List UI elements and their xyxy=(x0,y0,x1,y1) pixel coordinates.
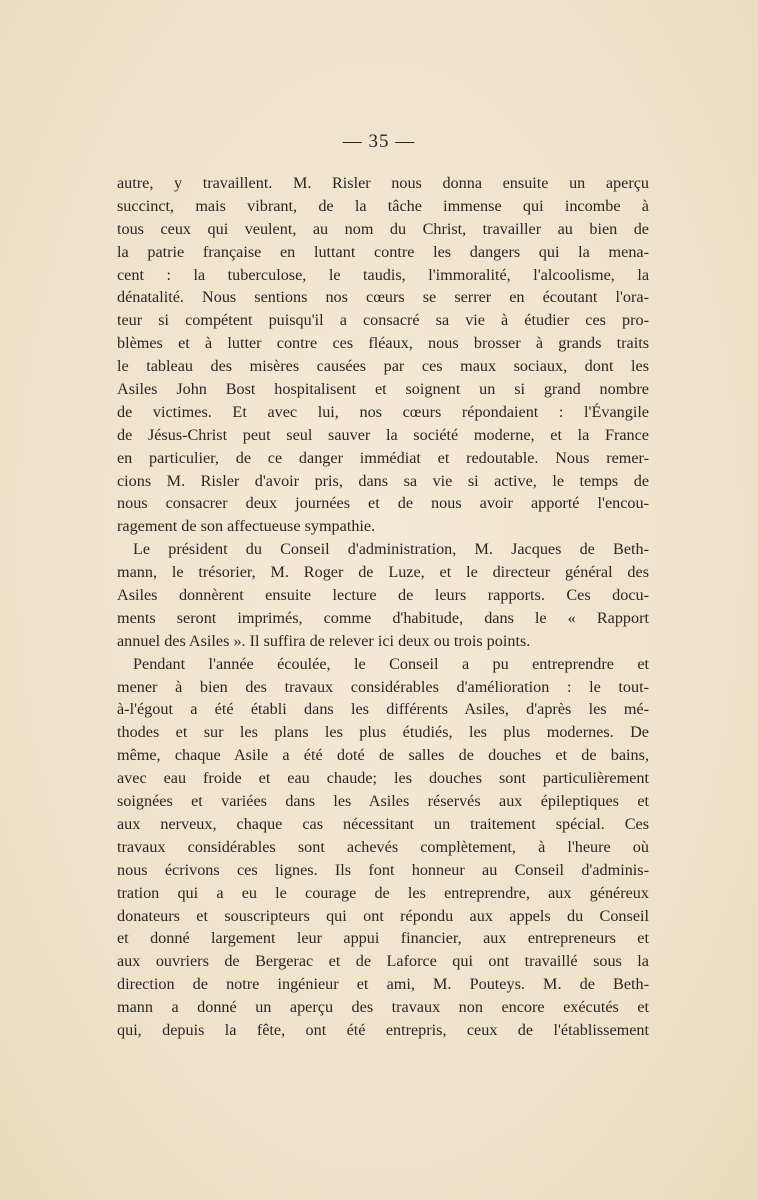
text-line: succinct, mais vibrant, de la tâche immense qui incombe à xyxy=(117,196,649,215)
text-line: dénatalité. Nous sentions nos cœurs se serrer en écoutant l'ora- xyxy=(117,288,649,307)
text-line: soignées et variées dans les Asiles réservés aux épileptiques et xyxy=(117,792,649,811)
text-line: Asiles John Bost hospitalisent et soignent un si grand nombre xyxy=(117,380,649,399)
text-line: tous ceux qui veulent, au nom du Christ, travailler au bien de xyxy=(117,219,649,238)
text-line: blèmes et à lutter contre ces fléaux, nous brosser à grands traits xyxy=(117,334,649,353)
text-line: teur si compétent puisqu'il a consacré sa vie à étudier ces pro- xyxy=(117,311,649,330)
text-line: mener à bien des travaux considérables d'amélioration : le tout- xyxy=(117,677,649,696)
text-line: cions M. Risler d'avoir pris, dans sa vie si active, le temps de xyxy=(117,471,649,490)
text-line: donateurs et souscripteurs qui ont répondu aux appels du Conseil xyxy=(117,906,649,925)
text-line: annuel des Asiles ». Il suffira de relever ici deux ou trois points. xyxy=(117,631,531,650)
text-line: autre, y travaillent. M. Risler nous donna ensuite un aperçu xyxy=(117,174,649,192)
text-line: nous écrivons ces lignes. Ils font honneur au Conseil d'adminis- xyxy=(117,860,649,879)
page-number: — 35 — xyxy=(342,131,416,152)
text-line: Asiles donnèrent ensuite lecture de leurs rapports. Ces docu- xyxy=(117,586,649,605)
text-line: même, chaque Asile a été doté de salles de douches et de bains, xyxy=(117,746,649,765)
text-line: aux nerveux, chaque cas nécessitant un traitement spécial. Ces xyxy=(117,814,649,833)
text-line: à-l'égout a été établi dans les différents Asiles, d'après les mé- xyxy=(117,700,649,719)
text-line: ragement de son affectueuse sympathie. xyxy=(117,517,376,536)
text-line: travaux considérables sont achevés complètement, à l'heure où xyxy=(117,837,649,856)
text-line: direction de notre ingénieur et ami, M. Pouteys. M. de Beth- xyxy=(117,975,649,994)
text-line: en particulier, de ce danger immédiat et redoutable. Nous remer- xyxy=(117,448,649,467)
text-line: de Jésus-Christ peut seul sauver la société moderne, et la France xyxy=(117,425,649,444)
text-line: cent : la tuberculose, le taudis, l'immoralité, l'alcoolisme, la xyxy=(117,265,649,284)
text-line: mann a donné un aperçu des travaux non encore exécutés et xyxy=(117,998,649,1017)
text-line: Pendant l'année écoulée, le Conseil a pu entreprendre et xyxy=(133,654,649,673)
text-line: et donné largement leur appui financier, aux entrepreneurs et xyxy=(117,929,649,948)
text-line: avec eau froide et eau chaude; les douches sont particulièrement xyxy=(117,769,649,788)
text-line: le tableau des misères causées par ces maux sociaux, dont les xyxy=(117,357,649,376)
text-line: tration qui a eu le courage de les entreprendre, aux généreux xyxy=(117,883,649,902)
body-text xyxy=(117,172,649,1042)
text-line: qui, depuis la fête, ont été entrepris, ceux de l'établissement xyxy=(117,1020,649,1039)
text-line: ments seront imprimés, comme d'habitude, dans le « Rapport xyxy=(117,608,649,627)
text-line: Le président du Conseil d'administration, M. Jacques de Beth- xyxy=(133,540,649,559)
text-line: thodes et sur les plans les plus étudiés, les plus modernes. De xyxy=(117,723,649,742)
text-line: nous consacrer deux journées et de nous avoir apporté l'encou- xyxy=(117,494,649,513)
text-line: de victimes. Et avec lui, nos cœurs répondaient : l'Évangile xyxy=(117,402,649,421)
text-line: la patrie française en luttant contre les dangers qui la mena- xyxy=(117,242,649,261)
text-line: aux ouvriers de Bergerac et de Laforce qui ont travaillé sous la xyxy=(117,952,649,971)
text-line: mann, le trésorier, M. Roger de Luze, et le directeur général des xyxy=(117,563,649,582)
